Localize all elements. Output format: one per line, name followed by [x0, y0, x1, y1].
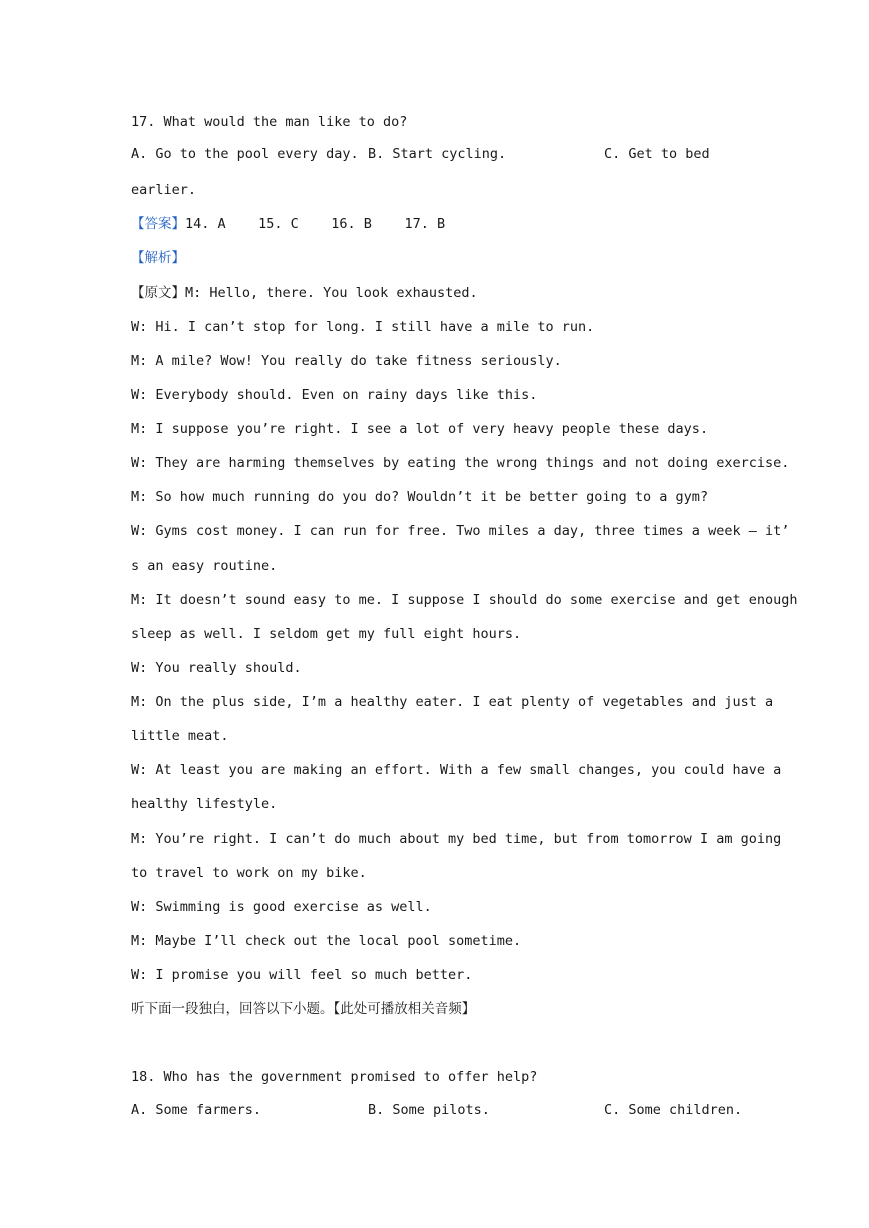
analysis-label: 【解析】 — [131, 250, 185, 266]
transcript-text: M: Hello, there. You look exhausted. — [185, 285, 478, 301]
option-a: A. Some farmers. — [131, 1102, 262, 1118]
transcript-line: W: Hi. I can’t stop for long. I still have a mile to run. — [131, 319, 595, 335]
transcript-line: M: You’re right. I can’t do much about my bed time, but from tomorrow I am going — [131, 831, 782, 847]
transcript-line: M: I suppose you’re right. I see a lot of very heavy people these days. — [131, 421, 709, 437]
transcript-line: sleep as well. I seldom get my full eight hours. — [131, 626, 522, 642]
answer-line — [131, 214, 445, 234]
transcript-line: M: It doesn’t sound easy to me. I suppose I should do some exercise and get enough — [131, 592, 798, 608]
transcript-line: W: Everybody should. Even on rainy days like this. — [131, 387, 538, 403]
transcript-line: s an easy routine. — [131, 558, 278, 574]
option-c: C. Get to bed — [604, 146, 710, 162]
transcript-line: little meat. — [131, 728, 229, 744]
question-18: 18. Who has the government promised to offer help? — [131, 1069, 538, 1085]
transcript-line: M: A mile? Wow! You really do take fitness seriously. — [131, 353, 562, 369]
question-17: 17. What would the man like to do? — [131, 114, 408, 130]
transcript-label: 【原文】 — [131, 285, 185, 301]
transcript-line: to travel to work on my bike. — [131, 865, 367, 881]
transcript-line: W: At least you are making an effort. With a few small changes, you could have a — [131, 762, 782, 778]
option-a: A. Go to the pool every day. — [131, 146, 359, 162]
transcript-line: W: They are harming themselves by eating the wrong things and not doing exercise. — [131, 455, 790, 471]
transcript-line: M: On the plus side, I’m a healthy eater. I eat plenty of vegetables and just a — [131, 694, 774, 710]
option-c: C. Some children. — [604, 1102, 743, 1118]
option-b: B. Start cycling. — [368, 146, 507, 162]
transcript-line: W: Gyms cost money. I can run for free. Two miles a day, three times a week — it’ — [131, 523, 790, 539]
transcript-line: M: So how much running do you do? Wouldn’t it be better going to a gym? — [131, 489, 709, 505]
transcript-line: M: Maybe I’ll check out the local pool sometime. — [131, 933, 522, 949]
transcript-line: W: I promise you will feel so much better. — [131, 967, 473, 983]
option-b: B. Some pilots. — [368, 1102, 490, 1118]
answer-text: 14. A 15. C 16. B 17. B — [185, 216, 446, 232]
question-17-options — [0, 146, 869, 166]
transcript-line — [131, 283, 478, 303]
transcript-line: W: Swimming is good exercise as well. — [131, 899, 432, 915]
option-c-continuation: earlier. — [131, 182, 197, 198]
answer-label: 【答案】 — [131, 216, 185, 232]
question-18-options — [0, 1102, 869, 1122]
transcript-line: W: You really should. — [131, 660, 302, 676]
section-instruction: 听下面一段独白，回答以下小题。【此处可播放相关音频】 — [131, 1001, 476, 1017]
transcript-line: healthy lifestyle. — [131, 796, 278, 812]
